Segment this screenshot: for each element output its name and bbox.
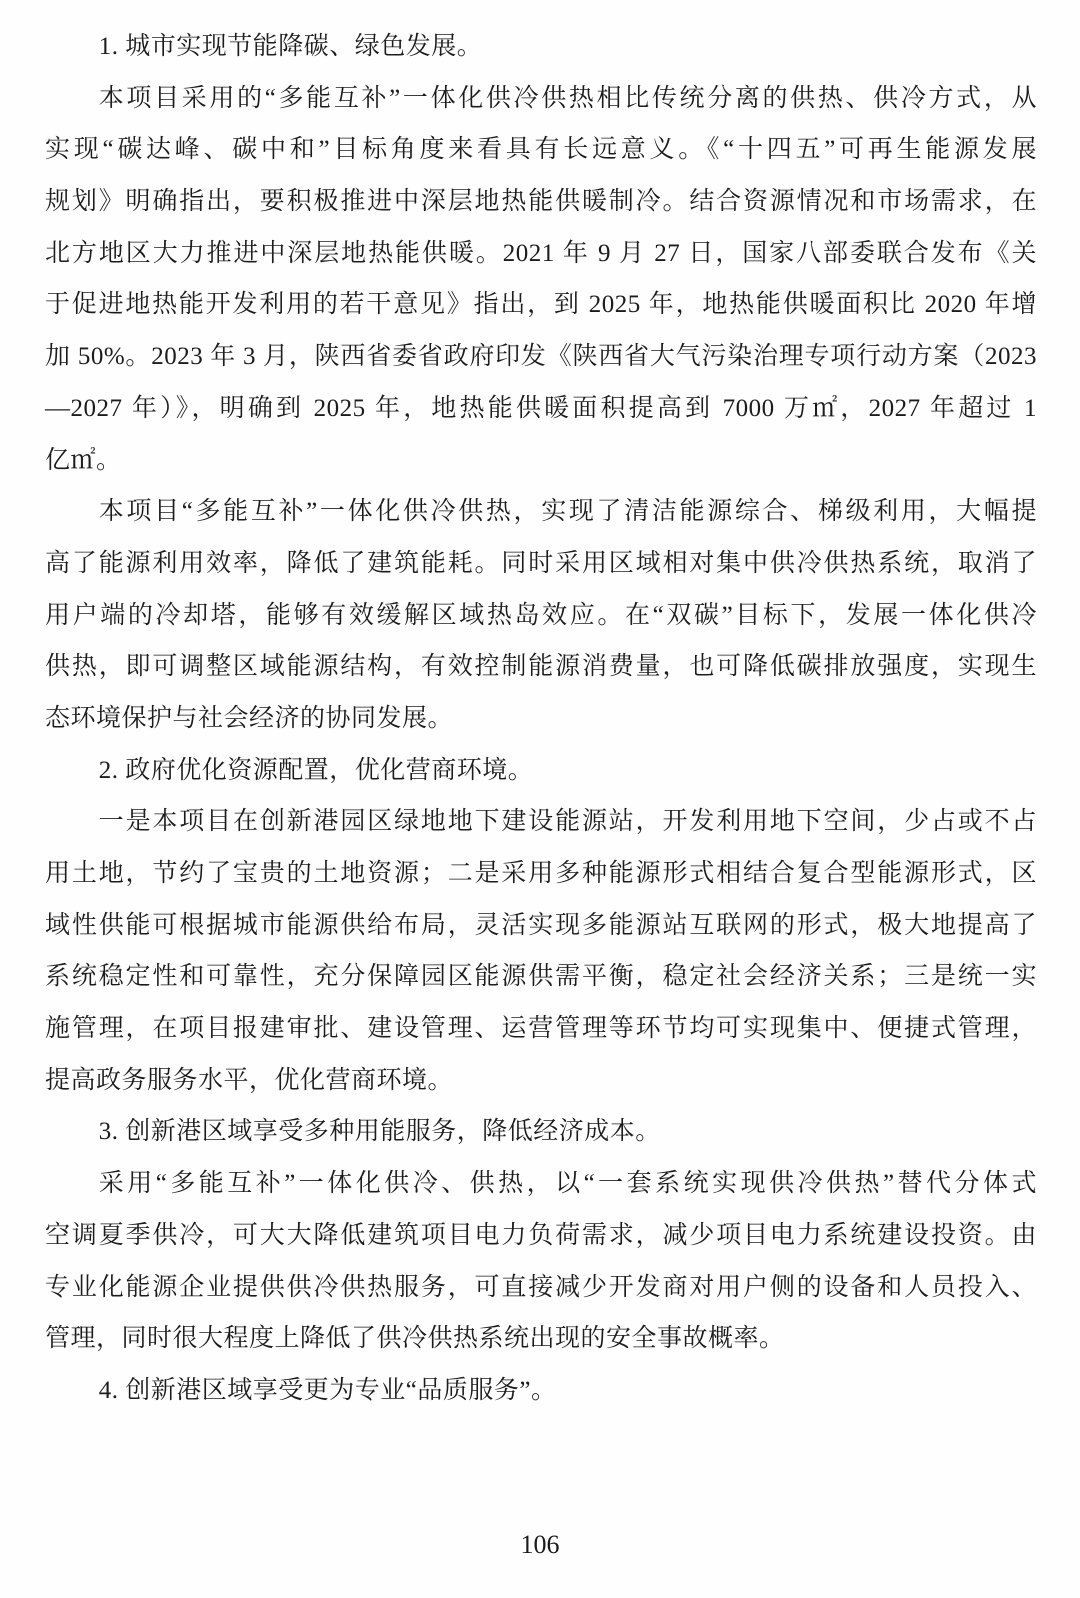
text-line: 本项目采用的“多能互补”一体化供冷供热相比传统分离的供热、供冷方式，从 bbox=[98, 84, 1037, 112]
page-number: 106 bbox=[520, 1530, 560, 1559]
text-line: 亿㎡。 bbox=[45, 446, 122, 474]
heading-line: 4. 创新港区域享受更为专业“品质服务”。 bbox=[98, 1376, 557, 1404]
text-line: 提高政务服务水平，优化营商环境。 bbox=[45, 1066, 454, 1094]
text-line: 空调夏季供冷，可大大降低建筑项目电力负荷需求，减少项目电力系统建设投资。由 bbox=[45, 1221, 1037, 1249]
text-line: 用土地，节约了宝贵的土地资源；二是采用多种能源形式相结合复合型能源形式，区 bbox=[45, 860, 1037, 887]
text-line: 施管理，在项目报建审批、建设管理、运营管理等环节均可实现集中、便捷式管理， bbox=[45, 1015, 1037, 1043]
text-line: 管理，同时很大程度上降低了供冷供热系统出现的安全事故概率。 bbox=[45, 1325, 785, 1353]
page-body bbox=[45, 21, 1037, 1417]
text-line: 高了能源利用效率，降低了建筑能耗。同时采用区域相对集中供冷供热系统，取消了 bbox=[45, 549, 1037, 577]
text-line: 于促进地热能开发利用的若干意见》指出，到 2025 年，地热能供暖面积比 2020 年增 bbox=[45, 291, 1037, 319]
text-line: 采用“多能互补”一体化供冷、供热，以“一套系统实现供冷供热”替代分体式 bbox=[98, 1170, 1037, 1198]
text-line: 域性供能可根据城市能源供给布局，灵活实现多能源站互联网的形式，极大地提高了 bbox=[45, 911, 1037, 939]
text-line: 北方地区大力推进中深层地热能供暖。2021 年 9 月 27 日，国家八部委联合发布《关 bbox=[45, 239, 1037, 267]
text-line: 本项目“多能互补”一体化供冷供热，实现了清洁能源综合、梯级利用，大幅提 bbox=[98, 498, 1037, 526]
text-line: 实现“碳达峰、碳中和”目标角度来看具有长远意义。《“十四五”可再生能源发展 bbox=[45, 136, 1037, 164]
text-line: 供热，即可调整区域能源结构，有效控制能源消费量，也可降低碳排放强度，实现生 bbox=[45, 653, 1037, 681]
text-line: 加 50%。2023 年 3 月，陕西省委省政府印发《陕西省大气污染治理专项行动方案（2023 bbox=[45, 343, 1037, 371]
heading-line: 1. 城市实现节能降碳、绿色发展。 bbox=[98, 33, 483, 60]
text-line: 专业化能源企业提供供冷供热服务，可直接减少开发商对用户侧的设备和人员投入、 bbox=[45, 1273, 1037, 1301]
text-line: 系统稳定性和可靠性，充分保障园区能源供需平衡，稳定社会经济关系；三是统一实 bbox=[45, 963, 1037, 991]
heading-line: 3. 创新港区域享受多种用能服务，降低经济成本。 bbox=[98, 1118, 661, 1146]
text-line: 规划》明确指出，要积极推进中深层地热能供暖制冷。结合资源情况和市场需求，在 bbox=[45, 188, 1037, 216]
text-line: 一是本项目在创新港园区绿地地下建设能源站，开发利用地下空间，少占或不占 bbox=[98, 808, 1037, 836]
text-line: —2027 年）》，明确到 2025 年，地热能供暖面积提高到 7000 万㎡，2027 年超过 1 bbox=[45, 394, 1037, 422]
heading-line: 2. 政府优化资源配置，优化营商环境。 bbox=[98, 756, 534, 784]
text-line: 用户端的冷却塔，能够有效缓解区域热岛效应。在“双碳”目标下，发展一体化供冷 bbox=[45, 601, 1037, 629]
text-line: 态环境保护与社会经济的协同发展。 bbox=[45, 704, 454, 732]
